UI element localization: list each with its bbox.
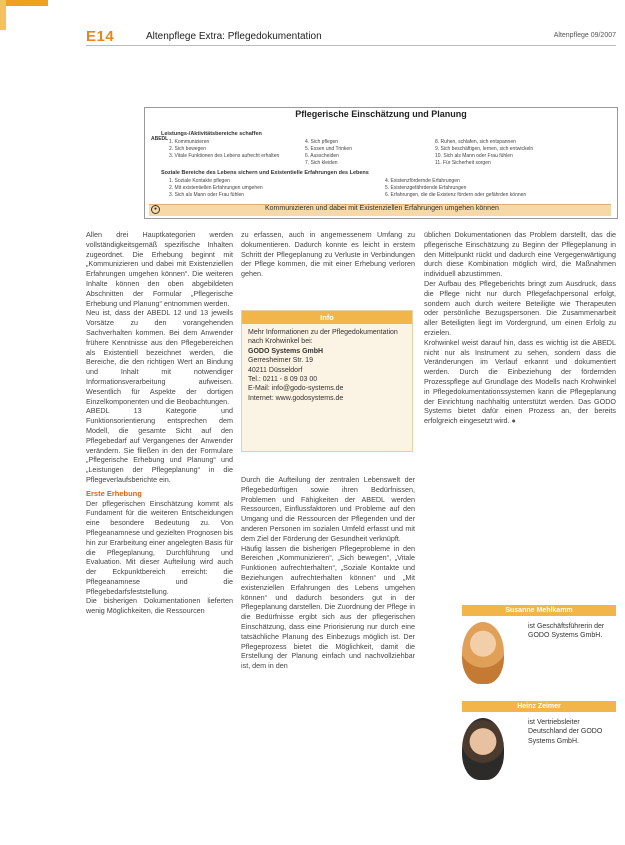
- diagram-circle-icon: ●: [151, 205, 160, 214]
- author-photo: [462, 622, 504, 684]
- diagram-item: 2. Mit existentiellen Erfahrungen umgehen: [169, 185, 263, 191]
- paragraph-text: Krohwinkel weist darauf hin, dass es wichtig ist die ABEDL nicht nur als Instrument zu sehen, sondern dass die Veränderungen im Verlauf erkannt und dokumentiert werden. Durch die Einbeziehung der fördernden Prozesspflege auf Grundlage des Modells nach Krohwinkel in Pflegedokumentationssystemen kann die Pflegeplanung der Einrichtung nachhaltig unterstützt werden. Das GODO Systems bietet dafür einen Prozess an, der bereits erfolgreich eingesetzt wird.: [424, 337, 616, 426]
- address-line: 40211 Düsseldorf: [248, 366, 303, 374]
- author-description: ist Vertriebsleiter Deutschland der GODO Systems GmbH.: [528, 719, 603, 745]
- diagram-item: 6. Erfahrungen, die die Existenz fördern oder gefährden können: [385, 192, 527, 198]
- diagram-title: Pflegerische Einschätzung und Planung: [295, 109, 467, 119]
- diagram-item: 11. Für Sicherheit sorgen: [435, 160, 491, 166]
- diagram-bottom-bar-text: Kommunizieren und dabei mit Existenziellen Erfahrungen umgehen können: [265, 205, 499, 212]
- diagram-item: 7. Sich kleiden: [305, 160, 338, 166]
- diagram-section-1: Leistungs-/Aktivitätsbereiche schaffen: [161, 131, 262, 137]
- email[interactable]: E-Mail: info@godo-systems.de: [248, 385, 344, 393]
- corner-accent: [0, 0, 48, 6]
- address-line: Gerresheimer Str. 19: [248, 357, 313, 365]
- column-2-bottom: [241, 475, 415, 671]
- column-1: [86, 230, 233, 616]
- diagram-item: 5. Essen und Trinken: [305, 146, 352, 152]
- diagram-item: 1. Soziale Kontakte pflegen: [169, 178, 230, 184]
- paragraph: [424, 338, 616, 426]
- diagram-item: 10. Sich als Mann oder Frau fühlen: [435, 153, 513, 159]
- diagram-section-2: Soziale Bereiche des Lebens sichern und Existentielle Erfahrungen des Lebens: [161, 170, 369, 176]
- author-photo: [462, 718, 504, 780]
- paragraph: Neu ist, dass der ABEDL 12 und 13 jeweils Vorsätze zu den vorangehenden Sachverhalten kommen. Bei dem Anwender frühere Kenntnisse aus den Pflegebereichen als Existentiell bezeichnet werden, die Bereiche, die den richtigen Wert an Bindung und Inhalt mit notwendiger Informationsverarbeitung aufweisen. Wesentlich für Aspekte der dortigen Einzelkomponenten und die Beobachtungen.: [86, 308, 233, 406]
- column-2-top: [241, 230, 415, 279]
- website[interactable]: Internet: www.godosystems.de: [248, 394, 344, 402]
- author-name: Heinz Zeimer: [462, 701, 616, 712]
- paragraph: zu erfassen, auch in angemessenem Umfang zu dokumentieren. Dadurch konnte es leicht in erstem Schritt der Pflegeplanung zu Verluste in Verbindungen der Pflege kommen, die mit einer Erhebung verloren gehen.: [241, 230, 415, 279]
- phone: Tel.: 0211 - 8 09 03 00: [248, 376, 318, 384]
- paragraph: üblichen Dokumentationen das Problem darstellt, das die pflegerische Einschätzung zu Beginn der Pflegeplanung in den Mittelpunkt rückt und dadurch eine Vergegenwärtigung durch diese Kombination möglich wird, die Maßnahmen individuell abzustimmen.: [424, 230, 616, 279]
- author-profile: [462, 701, 616, 790]
- column-3: [424, 230, 616, 426]
- header-rule: [86, 45, 616, 46]
- page-code: E14: [86, 28, 115, 45]
- issue-date: Altenpflege 09/2007: [553, 32, 616, 39]
- author-name: Susanne Mehlkamm: [462, 605, 616, 616]
- paragraph: Häufig lassen die bisherigen Pflegeprobleme in den Bereichen „Kommunizieren“, „Sich bewegen“, „Vitale Funktionen aufrechterhalten“, „Soziale Kontakte und Beziehungen aufrechterhalten können“ und „Mit existenziellen Erfahrungen des Lebens umgehen können“ und dadurch besonders gut in der Pflegeplanung darstellen. Die Zuordnung der Pflege in die Bedürfnisse ergibt sich aus der pflegerischen Einschätzung, dass eine Priorisierung nur durch eine tatsächliche Planung des Einbezugs möglich ist. Der Pflegeprozess bietet die Möglichkeit, damit die Erstellung der Planung einfach und nachvollziehbar ist, dem in den: [241, 543, 415, 671]
- info-box-heading: Info: [242, 311, 412, 324]
- info-box: [241, 310, 413, 452]
- paragraph: Durch die Aufteilung der zentralen Lebenswelt der Pflegebedürftigen sowie ihren Bedürfnissen, Problemen und Fähigkeiten der ABEDL werden Ressourcen, Einflussfaktoren und Probleme auf den Umgang und die Ressourcen der Pflegenden und der anderen Personen im sozialen Umfeld erfasst und mit dem Ziel der Förderung der Gesundheit verknüpft.: [241, 475, 415, 543]
- page-header: [86, 28, 616, 44]
- abedl-diagram: [144, 107, 618, 219]
- paragraph: ABEDL 13 Kategorie und Funktionsorientierung entsprechen dem Modell, die gesamte Sicht auf den Pflegebedarf auf Vergangenes der Anwender verändern. Sie fließen in den der Formulare „Pflegerische Erhebung und Planung“ und „Leistungen der Pflegeplanung“ in die Pflegeverlaufsberichte ein.: [86, 406, 233, 484]
- diagram-item: 4. Existenzfördernde Erfahrungen: [385, 178, 460, 184]
- subheading: Erste Erhebung: [86, 488, 142, 498]
- diagram-item: 8. Ruhen, schlafen, sich entspannen: [435, 139, 516, 145]
- page-title: Altenpflege Extra: Pflegedokumentation: [146, 31, 322, 42]
- diagram-vertical-label: ABEDL: [151, 136, 169, 142]
- paragraph: Der pflegerischen Einschätzung kommt als Fundament für die weiteren Entscheidungen eine besondere Bedeutung zu. Von Pflegeanamnese und gezielten Prognosen bis hin zur Erarbeitung einer angelegten Basis für die Pflegeplanung, Durchführung und Evaluation. Mit dieser Aufteilung wird auch der Eckpunktbereich erreicht: die Pflegeanamnese und die Pflegebedarfsfeststellung.: [86, 498, 233, 596]
- diagram-item: 6. Ausscheiden: [305, 153, 339, 159]
- info-intro: Mehr Informationen zu der Pflegedokumentation nach Krohwinkel bei:: [248, 329, 398, 346]
- paragraph: Die bisherigen Dokumentationen lieferten wenig Möglichkeiten, die Ressourcen: [86, 596, 233, 616]
- diagram-item: 9. Sich beschäftigen, lernen, sich entwickeln: [435, 146, 534, 152]
- diagram-item: 2. Sich bewegen: [169, 146, 206, 152]
- corner-accent-vertical: [0, 0, 6, 30]
- diagram-item: 1. Kommunizieren: [169, 139, 210, 145]
- end-mark-icon: ●: [511, 416, 516, 426]
- diagram-item: 3. Sich als Mann oder Frau fühlen: [169, 192, 245, 198]
- diagram-item: 5. Existenzgefährdende Erfahrungen: [385, 185, 467, 191]
- paragraph: Der Aufbau des Pflegeberichts bringt zum Ausdruck, dass die Pflege nicht nur durch Pflegefachpersonal erfolgt, sondern auch durch weitere Beteiligte wie Therapeuten oder persönliche Bezugspersonen. Die Zusammenarbeit aller Beteiligten liegt im Vordergrund, um einen Erfolg zu erzielen.: [424, 278, 616, 337]
- info-box-body: [242, 324, 412, 407]
- company-name: GODO Systems GmbH: [248, 347, 324, 355]
- author-profile: [462, 605, 616, 694]
- author-description: ist Geschäftsführerin der GODO Systems GmbH.: [528, 623, 605, 640]
- diagram-item: 3. Vitale Funktionen des Lebens aufrecht erhalten: [169, 153, 280, 159]
- diagram-item: 4. Sich pflegen: [305, 139, 339, 145]
- paragraph: Allen drei Hauptkategorien werden vollständigkeitsgemäß spezifische Inhalten zugeordnet. Die Erhebung beginnt mit „Kommunizieren und dabei mit Existenziellen Erfahrungen umgehen können“. Die weiteren Inhalte können den oben abgebildeten Abschnitten der Formular „Pflegerische Erhebung und Planung“ entnommen werden.: [86, 230, 233, 308]
